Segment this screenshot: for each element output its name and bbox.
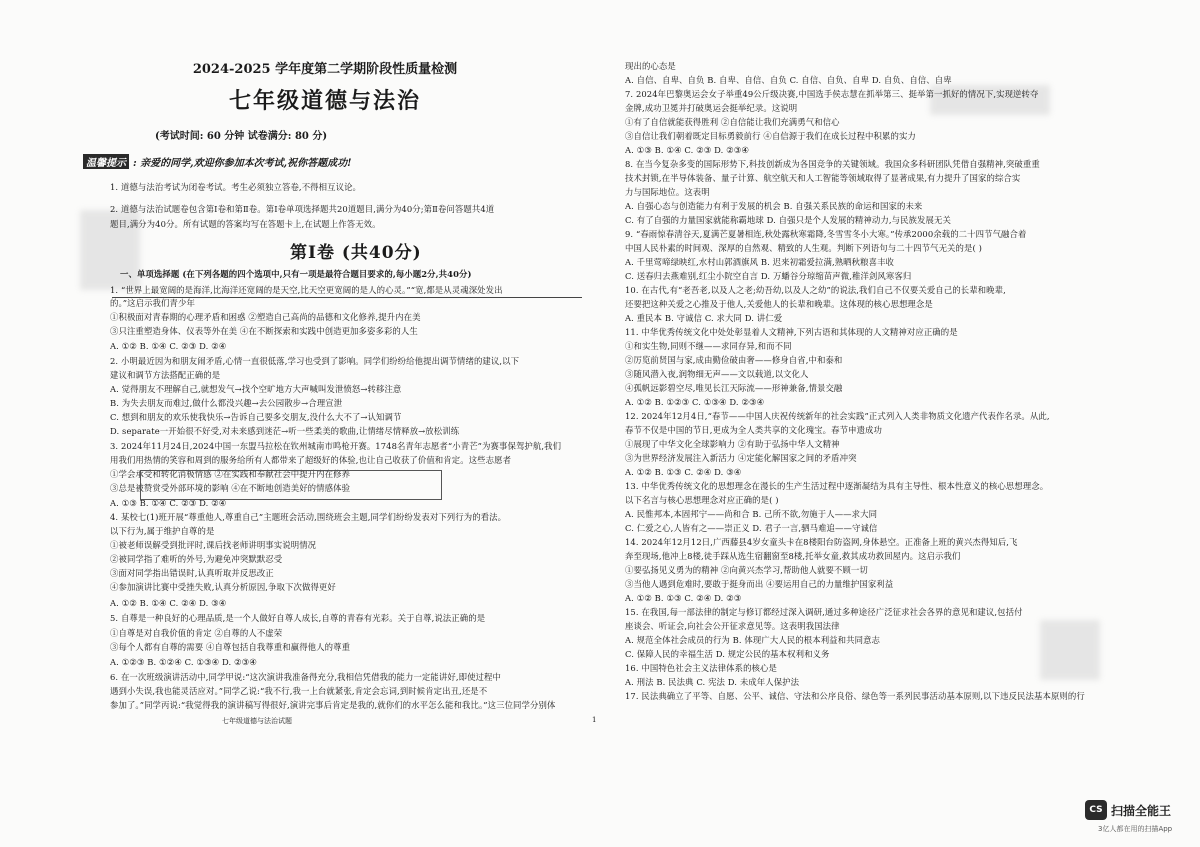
footer-label: 七年级道德与法治试题 bbox=[222, 717, 292, 725]
text-line: ①和实生物,同则不继——求同存异,和而不同 bbox=[625, 341, 792, 351]
text-line: 2. 道德与法治试题卷包含第Ⅰ卷和第Ⅱ卷。第Ⅰ卷单项选择题共20道题目,满分为40分;第Ⅱ卷问答题共4道 bbox=[110, 204, 495, 214]
text-line: 力与国际地位。这表明 bbox=[625, 187, 710, 197]
text-line: 7. 2024年巴黎奥运会女子举重49公斤级决赛,中国选手侯志慧在抓举第三、挺举第一抓好的情况下,实现逆转夺 bbox=[625, 89, 1039, 99]
section-title: 第Ⅰ卷 (共40分) bbox=[290, 243, 422, 263]
text-line: A. ①③ B. ①④ C. ②③ D. ②③④ bbox=[625, 145, 749, 155]
text-line: 春节不仅是中国的节日,更成为全人类共享的文化瑰宝。春节申遗成功 bbox=[625, 425, 883, 435]
scan-smudge bbox=[1040, 620, 1100, 680]
text-line: A. 千里莺啼绿映红,水村山郭酒旗风 B. 迟来初霜爱拉满,熟晒秋粮喜丰收 bbox=[625, 257, 895, 267]
exam-title-term: 2024-2025 学年度第二学期阶段性质量检测 bbox=[192, 62, 458, 77]
text-line: 15. 在我国,每一部法律的制定与修订都经过深入调研,通过多种途径广泛征求社会各界的意见和建议,包括付 bbox=[625, 607, 1023, 617]
text-line: A. 重民本 B. 守诚信 C. 求大同 D. 讲仁爱 bbox=[625, 313, 783, 323]
text-line: 6. 在一次班级演讲活动中,同学甲说:“这次演讲我准备得充分,我相信凭借我的能力一定能讲好,即使过程中 bbox=[110, 672, 501, 682]
text-line: 5. 自尊是一种良好的心理品质,是一个人做好自尊人成长,自尊的青春有光彩。关于自尊,说法正确的是 bbox=[110, 613, 486, 623]
text-line: A. 民惟邦本,本固邦宁——尚和合 B. 己所不欲,勿施于人——求大同 bbox=[625, 509, 878, 519]
text-line: ①自尊是对自我价值的肯定 ②自尊的人不虚荣 bbox=[110, 628, 283, 638]
text-line: 奔至现场,他冲上8楼,徒手踩从选生宿翻窗至8楼,托举女童,救其成功救回屋内。这启示我们 bbox=[625, 551, 961, 561]
text-line: 座谈会、听证会,向社会公开征求意见等。这表明我国法律 bbox=[625, 621, 840, 631]
text-line: 金牌,成功卫冕并打破奥运会挺举纪录。这说明 bbox=[625, 103, 798, 113]
page-number: 1 bbox=[592, 716, 597, 724]
text-line: 10. 在古代,有“老吾老,以及人之老;幼吾幼,以及人之幼”的说法,我们自己不仅要关爱自己的长辈和晚辈, bbox=[625, 285, 1006, 295]
text-line: 以下名言与核心思想理念对应正确的是( ) bbox=[625, 495, 779, 505]
text-line: C. 想到和朋友的欢乐使我快乐→告诉自己要多交朋友,没什么大不了→认知调节 bbox=[110, 412, 402, 422]
quote-underline bbox=[112, 297, 582, 298]
text-line: ②厉览前贤国与家,成由勤俭破由奢——修身自省,中和泰和 bbox=[625, 355, 843, 365]
text-line: 1. 道德与法治考试为闭卷考试。考生必须独立答卷,不得相互议论。 bbox=[110, 182, 362, 192]
text-line: A. 规范全体社会成员的行为 B. 体现广大人民的根本利益和共同意志 bbox=[625, 635, 881, 645]
text-line: 14. 2024年12月12日,广西藤县4岁女童头卡在8楼阳台防盗网,身体悬空。正准备上班的黄兴杰得知后,飞 bbox=[625, 537, 1018, 547]
text-line: A. ①②③ B. ①②④ C. ①③④ D. ②③④ bbox=[110, 657, 257, 667]
text-line: D. separate一开始很不好受,对未来感到迷茫→听一些柔美的歌曲,让情绪尽情释放→放松训练 bbox=[110, 426, 460, 436]
text-line: C. 有了自强的力量国家就能称霸地球 D. 自强只是个人发展的精神动力,与民族发展无关 bbox=[625, 215, 951, 225]
text-line: ③为世界经济发展注入新活力 ④定能化解国家之间的矛盾冲突 bbox=[625, 453, 857, 463]
text-line: ①学会承受和转化消极情感 ②在实践和奉献社会中提升内在修养 bbox=[110, 469, 351, 479]
text-line: 17. 民法典确立了平等、自愿、公平、诚信、守法和公序良俗、绿色等一系列民事活动基本原则,以下违反民法基本原则的行 bbox=[625, 691, 1085, 701]
text-line: 以下行为,属于维护自尊的是 bbox=[110, 526, 215, 536]
option-frame bbox=[140, 470, 442, 500]
text-line: 9. “春雨惊春清谷天,夏满芒夏暑相连,秋处露秋寒霜降,冬雪雪冬小大寒。”传承2000余载的二十四节气融合着 bbox=[625, 229, 1027, 239]
text-line: ③只注重塑造身体、仪表等外在美 ④在不断探索和实践中创造更加多姿多彩的人生 bbox=[110, 326, 418, 336]
text-line: C. 保障人民的幸福生活 D. 规定公民的基本权利和义务 bbox=[625, 649, 830, 659]
text-line: 12. 2024年12月4日,“春节——中国人庆祝传统新年的社会实践”正式列入人类非物质文化遗产代表作名录。从此, bbox=[625, 411, 1050, 421]
text-line: ④参加演讲比赛中受挫失败,认真分析原因,争取下次做得更好 bbox=[110, 582, 336, 592]
tips-text: : 亲爱的同学,欢迎你参加本次考试,祝你答题成功! bbox=[133, 158, 352, 169]
text-line: 现出的心态是 bbox=[625, 61, 676, 71]
text-line: 16. 中国特色社会主义法律体系的核心是 bbox=[625, 663, 777, 673]
text-line: ④孤帆远影碧空尽,唯见长江天际流——形神兼备,情景交融 bbox=[625, 383, 843, 393]
text-line: ③当他人遇到危难时,要敢于挺身而出 ④要运用自己的力量维护国家利益 bbox=[625, 579, 894, 589]
scanner-watermark bbox=[1085, 800, 1171, 820]
text-line: ①要弘扬见义勇为的精神 ②向黄兴杰学习,帮助他人就要不顾一切 bbox=[625, 565, 868, 575]
text-line: ①积极面对青春期的心理矛盾和困惑 ②塑造自己高尚的品德和文化修养,提升内在美 bbox=[110, 312, 421, 322]
text-line: A. 刑法 B. 民法典 C. 宪法 D. 未成年人保护法 bbox=[625, 677, 800, 687]
text-line: 11. 中华优秀传统文化中处处彰显着人文精神,下列古语和其体现的人文精神对应正确的是 bbox=[625, 327, 958, 337]
text-line: 题目,满分为40分。所有试题的答案均写在答题卡上,在试题上作答无效。 bbox=[110, 219, 381, 229]
text-line: 4. 某校七(1)班开展“尊重他人,尊重自己”主题班会活动,围绕班会主题,同学们纷纷发表对下列行为的看法。 bbox=[110, 512, 507, 522]
text-line: A. ①② B. ①③ C. ②④ D. ②③ bbox=[625, 593, 742, 603]
tips-badge: 温馨提示 bbox=[83, 154, 129, 169]
exam-meta: (考试时间: 60 分钟 试卷满分: 80 分) bbox=[155, 131, 328, 142]
text-line: A. ①② B. ①④ C. ②③ D. ②④ bbox=[110, 341, 227, 351]
text-line: 技术封锁,在半导体装备、量子计算、航空航天和人工智能等领域取得了显著成果,有力提升了国家的综合实 bbox=[625, 173, 1021, 183]
text-line: 用我们用热情的笑容和周到的服务给所有人都带来了超级好的体验,也让自己收获了价值和肯定。这些志愿者 bbox=[110, 455, 512, 465]
scanner-slogan: 3亿人都在用的扫描App bbox=[1098, 825, 1173, 833]
text-line: A. 觉得朋友不理解自己,就想发气→找个空旷地方大声喊叫发泄愤怒→转移注意 bbox=[110, 384, 402, 394]
text-line: ③总是被赞赏受外部环境的影响 ④在不断地创造美好的情感体验 bbox=[110, 483, 351, 493]
text-line: 的。”这启示我们青少年 bbox=[110, 298, 195, 308]
text-line: 中国人民朴素的时间观、深厚的自然观、精致的人生观。判断下列语句与二十四节气无关的是( ) bbox=[625, 243, 982, 253]
text-line: C. 仁爱之心,人皆有之——崇正义 D. 君子一言,驷马难追——守诚信 bbox=[625, 523, 878, 533]
section-instruction: 一、单项选择题 (在下列各题的四个选项中,只有一项是最符合题目要求的,每小题2分,共40分) bbox=[120, 269, 472, 279]
text-line: B. 为失去朋友而难过,做什么都没兴趣→去公园散步→合理宣泄 bbox=[110, 398, 343, 408]
text-line: 13. 中华优秀传统文化的思想理念在漫长的生产生活过程中逐渐凝结为具有主导性、根本性意义的核心思想理念。 bbox=[625, 481, 1049, 491]
text-line: 参加了。”同学丙说:“我觉得我的演讲稿写得很好,演讲完事后肯定是我的,就你们的水平怎么能和我比。”这三位同学分别体 bbox=[110, 700, 556, 710]
text-line: A. ①③ B. ①④ C. ②③ D. ②④ bbox=[110, 498, 227, 508]
text-line: 8. 在当今复杂多变的国际形势下,科技创新成为各国竞争的关键领域。我国众多科研团队凭借自强精神,突破重重 bbox=[625, 159, 1040, 169]
text-line: ①展现了中华文化全球影响力 ②有助于弘扬中华人文精神 bbox=[625, 439, 840, 449]
text-line: 1. “世界上最宽阔的是海洋,比海洋还宽阔的是天空,比天空更宽阔的是人的心灵。”“宽,都是从灵魂深处发出 bbox=[110, 285, 503, 295]
text-line: ③面对同学指出错误时,认真听取并反思改正 bbox=[110, 568, 274, 578]
text-line: ①有了自信就能获得胜利 ②自信能让我们充满勇气和信心 bbox=[625, 117, 840, 127]
text-line: A. 自信、自卑、自负 B. 自卑、自信、自负 C. 自信、自负、自卑 D. 自负、自信、自卑 bbox=[625, 75, 952, 85]
text-line: ③自信让我们朝着既定目标勇毅前行 ④自信源于我们在成长过程中积累的实力 bbox=[625, 131, 916, 141]
text-line: 还要把这种关爱之心推及于他人,关爱他人的长辈和晚辈。这体现的核心思想理念是 bbox=[625, 299, 933, 309]
text-line: 建议和调节方法搭配正确的是 bbox=[110, 370, 221, 380]
text-line: A. ①② B. ①②③ C. ①③④ D. ②③④ bbox=[625, 397, 765, 407]
text-line: A. ①② B. ①④ C. ②④ D. ③④ bbox=[110, 598, 227, 608]
text-line: 2. 小明最近因为和朋友闹矛盾,心情一直很低落,学习也受到了影响。同学们纷纷给他提出调节情绪的建议,以下 bbox=[110, 356, 520, 366]
text-line: A. ①② B. ①③ C. ②④ D. ③④ bbox=[625, 467, 742, 477]
text-line: ②被同学指了难听的外号,为避免冲突默默忍受 bbox=[110, 554, 283, 564]
text-line: A. 自强心态与创造能力有利于发展的机会 B. 自强关系民族的命运和国家的未来 bbox=[625, 201, 923, 211]
text-line: ③随风潜入夜,润物细无声——文以载道,以文化人 bbox=[625, 369, 809, 379]
text-line: C. 送春归去燕难别,红尘小院空自言 D. 万蟠谷分琼缩苗声微,稚洋剑风寒客归 bbox=[625, 271, 912, 281]
text-line: 3. 2024年11月24日,2024中国一东盟马拉松在钦州城南市鸣枪开赛。1748名青年志愿者“小青芒”为赛事保驾护航,我们 bbox=[110, 441, 562, 451]
text-line: 遇到小失误,我也能灵活应对。”同学乙说:“我不行,我一上台就紧张,肯定会忘词,到时候肯定出丑,还是不 bbox=[110, 686, 488, 696]
exam-tips bbox=[83, 154, 352, 169]
text-line: ①被老师误解受到批评时,课后找老师讲明事实说明情况 bbox=[110, 540, 317, 550]
scanner-brand: 扫描全能王 bbox=[1111, 803, 1172, 818]
scanner-logo-icon: CS bbox=[1085, 800, 1107, 820]
exam-title-subject: 七年级道德与法治 bbox=[228, 88, 421, 114]
text-line: ③每个人都有自尊的需要 ④自尊包括自我尊重和赢得他人的尊重 bbox=[110, 642, 351, 652]
